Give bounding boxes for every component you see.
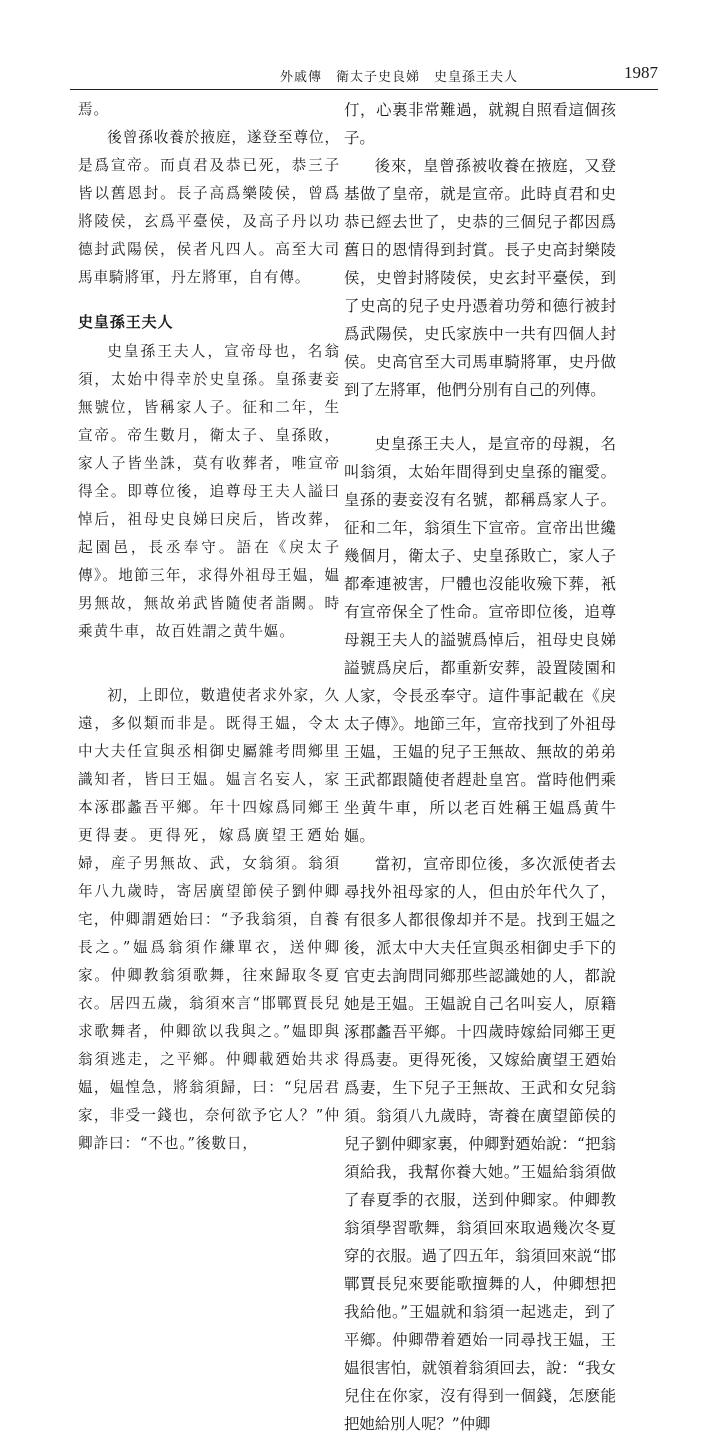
- paragraph: 後來，皇曾孫被收養在掖庭，又登基做了皇帝，就是宣帝。此時貞君和史恭已經去世了，史恭的三個兒子都因爲舊日的恩情得到封賞。長子史高封樂陵侯，史曾封將陵侯，史玄封平臺侯，到了史高的兒子史丹憑着功勞和德行被封爲武陽侯，史氏家族中一共有四個人封侯。史高官至大司馬車騎將軍，史丹做到了左將軍，他們分別有自己的列傳。: [344, 157, 616, 399]
- section-heading: 史皇孫王夫人: [78, 313, 174, 331]
- translation-column: [344, 96, 616, 1438]
- paragraph: 仃，心裏非常難過，就親自照看這個孩子。: [344, 101, 616, 147]
- page-number: 1987: [624, 63, 658, 82]
- paragraph: 後曾孫收養於掖庭，遂登至尊位，是爲宣帝。而貞君及恭已死，恭三子皆以舊恩封。長子高爲樂陵侯，曾爲將陵侯，玄爲平臺侯，及高子丹以功德封武陽侯，侯者凡四人。高至大司馬車騎將軍，丹左將軍，自有傳。: [78, 129, 340, 286]
- paragraph: 初，上即位，數遣使者求外家，久遠，多似類而非是。既得王媪，令太中大夫任宣與丞相御史屬雜考問鄉里識知者，皆曰王媪。媪言名妄人，家本涿郡蠡吾平鄉。年十四嫁爲同鄉王更得妻。更得死，嫁爲廣望王廼始婦，産子男無故、武，女翁須。翁須年八九歲時，寄居廣望節侯子劉仲卿宅，仲卿謂廼始曰：“予我翁須，自養長之。”媪爲翁須作縑單衣，送仲卿家。仲卿教翁須歌舞，往來歸取冬夏衣。居四五歲，翁須來言“邯鄲賈長兒求歌舞者，仲卿欲以我與之。”媪即與翁須逃走，之平鄉。仲卿載廼始共求媪，媪惶急，將翁須歸，曰：“兒居君家，非受一錢也，奈何欲予它人？”仲卿詐曰：“不也。”後數日，: [78, 687, 340, 1152]
- paragraph: 史皇孫王夫人，是宣帝的母親，名叫翁須，太始年間得到史皇孫的寵愛。皇孫的妻妾沒有名號，都稱爲家人子。征和二年，翁須生下宣帝。宣帝出世纔幾個月，衛太子、史皇孫敗亡，家人子都牽連被害，尸體也沒能收殮下葬，衹有宣帝保全了性命。宣帝即位後，追尊母親王夫人的謚號爲悼后，祖母史良娣謚號爲戾后，都重新安葬，設置陵園和人家，令長丞奉守。這件事記載在《戾太子傳》。地節三年，宣帝找到了外祖母王媪，王媪的兒子王無故、無故的弟弟王武都跟隨使者趕赴皇宮。當時他們乘坐黄牛車，所以老百姓稱王媪爲黄牛嫗。: [344, 435, 616, 845]
- running-title: 外戚傳 衛太子史良娣 史皇孫王夫人: [279, 70, 518, 85]
- paragraph-gap: [344, 404, 616, 430]
- header-rule: [70, 89, 658, 90]
- paragraph-gap: [78, 646, 340, 682]
- page-header: [70, 62, 658, 88]
- classical-text-column: [78, 96, 340, 1158]
- paragraph: 焉。: [78, 101, 109, 118]
- paragraph: 史皇孫王夫人，宣帝母也，名翁須，太始中得幸於史皇孫。皇孫妻妾無號位，皆稱家人子。征和二年，生宣帝。帝生數月，衛太子、皇孫敗，家人子皆坐誅，莫有收葬者，唯宣帝得全。即尊位後，追尊母王夫人謚曰悼后，祖母史良娣曰戾后，皆改葬，起園邑，長丞奉守。語在《戾太子傳》。地節三年，求得外祖母王媪，媪男無故，無故弟武皆隨使者詣闕。時乘黄牛車，故百姓謂之黄牛嫗。: [78, 343, 340, 640]
- paragraph: 當初，宣帝即位後，多次派使者去尋找外祖母家的人，但由於年代久了，有很多人都很像却并不是。找到王媪之後，派太中大夫任宣與丞相御史手下的官吏去詢問同鄉那些認識她的人，都說她是王媪。王媪說自己名叫妄人，原籍涿郡蠡吾平鄉。十四歲時嫁給同鄉王更得爲妻。更得死後，又嫁給廣望王廼始爲妻，生下兒子王無故、王武和女兒翁須。翁須八九歲時，寄養在廣望節侯的兒子劉仲卿家裏，仲卿對廼始說：“把翁須給我，我幫你養大她。”王媪給翁須做了春夏季的衣服，送到仲卿家。仲卿教翁須學習歌舞，翁須回來取過幾次冬夏穿的衣服。過了四五年，翁須回來説“邯鄲賈長兒來要能歌擅舞的人，仲卿想把我給他。”王媪就和翁須一起逃走，到了平鄉。仲卿帶着廼始一同尋找王媪，王媪很害怕，就領着翁須回去，說：“我女兒住在你家，沒有得到一個錢，怎麽能把她給別人呢？”仲卿: [344, 855, 616, 1433]
